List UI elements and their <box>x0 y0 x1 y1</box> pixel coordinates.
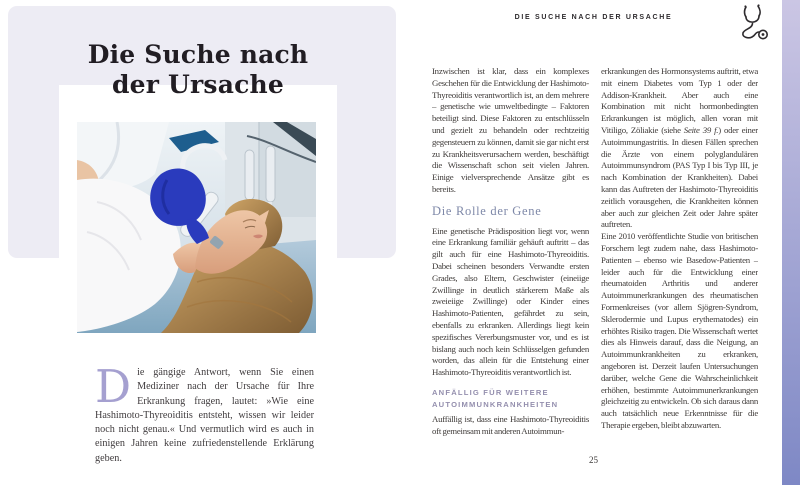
page-reference: Seite 39 f. <box>683 124 719 135</box>
text-column-1 <box>432 66 589 448</box>
text-column-2 <box>601 66 758 448</box>
stethoscope-icon <box>737 4 771 44</box>
body-paragraph: Eine genetische Prädisposition liegt vor, wenn eine Erkrankung familiär gehäuft auftritt – das gilt auch für eine Hashimoto-Thyreoiditis. Dabei scheinen besonders Verwandte ersten Grades, also Eltern, Geschwister (eineiige Zwillinge in deutlich stärkerem Maße als zweieiige Zwillinge) oder Kinder eines Hashimoto-Patienten, gefährdet zu sein, ebenfalls zu erkranken. Allerdings liegt kein spezifisches Vererbungsmuster vor, und es ist bislang auch noch kein Schlüsselgen gefunden worden, das allein für die Entstehung einer Hashimoto-Thyreoiditis verantwortlich ist. <box>432 225 589 378</box>
paragraph-text: erkrankungen des Hormonsystems auftritt, etwa mit einem Diabetes vom Typ 1 oder der Addison-Krankheit. Aber auch eine Kombination mit nicht hormonbedingten Erkrankungen ist möglich, allen voran mit Vitiligo, Zöliakie (siehe <box>601 66 758 135</box>
subsection-heading-line1: ANFÄLLIG FÜR WEITERE <box>432 387 549 397</box>
page-number: 25 <box>589 455 598 465</box>
paragraph-text: ) oder einer Autoimmungastritis. In diesen Fällen sprechen die Ärzte von einem polyglandulären Autoimmunsyndrom (PAS Typ I bis Typ III, je nach Kombination der Krankheiten). Dabei kann das Auftreten der Hashimoto-Thyreoiditis zeitlich vorausgehen, die Krankheiten können aber auch zur gleichen Zeit oder Jahre später auftreten. <box>601 124 758 230</box>
body-paragraph: Auffällig ist, dass eine Hashimoto-Thyreoiditis oft gemeinsam mit anderen Autoimmun- <box>432 413 589 436</box>
dropcap-letter: D <box>95 360 132 413</box>
body-paragraph: Inzwischen ist klar, dass ein komplexes Geschehen für die Entwicklung der Hashimoto-Thyreoiditis verantwortlich ist, an dem mehrere – genetische wie umweltbedingte – Faktoren beteiligt sind. Diese Faktoren zu entschlüsseln und gezielt zu behandeln oder rechtzeitig gegensteuern zu können, damit sie gar nicht erst zu Krankheitsverursachern werden, beschäftigt die Wissenschaft schon seit vielen Jahren. Einige vielversprechende Ansätze gibt es bereits. <box>432 66 589 194</box>
section-heading: Die Rolle der Gene <box>432 203 542 218</box>
page-edge-band <box>782 0 800 485</box>
running-head: DIE SUCHE NACH DER URSACHE <box>514 14 673 21</box>
subsection-heading <box>432 387 589 411</box>
body-paragraph <box>601 66 758 231</box>
chapter-title: Die Suche nach der Ursache <box>87 40 309 99</box>
subsection-heading-line2: AUTOIMMUNKRANKHEITEN <box>432 399 559 409</box>
intro-paragraph <box>95 360 314 466</box>
photo-illustration <box>77 122 316 333</box>
thyroid-ultrasound-photo <box>77 122 316 333</box>
body-paragraph: Eine 2010 veröffentlichte Studie von britischen Forschern legt zudem nahe, dass Hashimoto-Patienten – ebenso wie Basedow-Patienten – leider auch für die Entwicklung einer rheumatoiden Arthritis und anderer Autoimmunerkrankungen des rheumatischen Formenkreises (vor allem Sjögren-Syndrom, Sklerodermie und Lupus erythematodes) ein erhöhtes Risiko tragen. Die Wissenschaft wertet dies als Hinweis darauf, dass die Neigung, an Autoimmunkrankheiten zu erkranken, angeboren ist. Derzeit laufen Untersuchungen darüber, welche Gene die Wahrscheinlichkeit erhöhen, bestimmte Autoimmunerkrankungen gleichzeitig zu entwickeln. Ob sich daraus dann auch tatsächlich neue Erkenntnisse für die Therapie ergeben, bleibt abzuwarten. <box>601 231 758 430</box>
intro-text: ie gängige Antwort, wenn Sie einen Mediziner nach der Ursache für Ihre Erkrankung fragen, lautet: »Wie eine Hashimoto-Thyreoiditis entsteht, wissen wir leider noch nicht genau.« Und vermutlich wird es auch in einigen Jahren keine zufriedenstellende Erklärung geben. <box>95 367 314 464</box>
